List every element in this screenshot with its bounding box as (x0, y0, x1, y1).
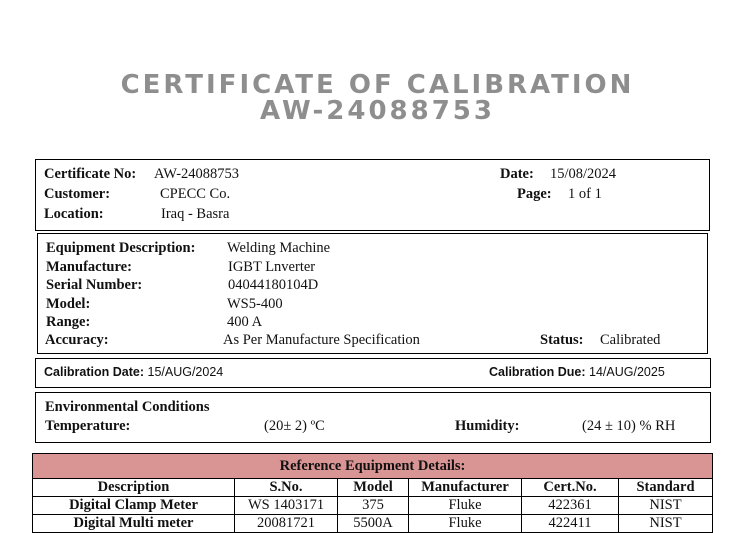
table-cell: 20081721 (235, 515, 338, 533)
humidity-label: Humidity: (455, 418, 520, 434)
column-header: Model (338, 479, 409, 497)
temperature-label: Temperature: (45, 418, 131, 434)
calibration-due-value: 14/AUG/2025 (589, 365, 665, 379)
customer-label: Customer: (44, 186, 111, 202)
customer-value: CPECC Co. (160, 186, 231, 202)
accuracy-label: Accuracy: (45, 332, 109, 348)
humidity-value: (24 ± 10) % RH (582, 418, 676, 434)
page-label: Page: (517, 186, 552, 202)
reference-equipment-table (32, 453, 713, 533)
serial-number-value: 04044180104D (228, 277, 319, 293)
table-row (33, 515, 713, 533)
certificate-no-value: AW-24088753 (154, 166, 240, 182)
calibration-date-value: 15/AUG/2024 (147, 365, 224, 379)
certificate-number-title: AW-24088753 (260, 96, 495, 126)
model-label: Model: (46, 296, 91, 312)
location-value: Iraq - Basra (161, 206, 230, 222)
equipment-description-value: Welding Machine (227, 240, 331, 256)
calibration-due-label: Calibration Due: (489, 365, 586, 379)
table-cell: 5500A (338, 515, 409, 533)
status-label: Status: (540, 332, 584, 348)
table-cell: Digital Multi meter (33, 515, 235, 533)
certificate-title: CERTIFICATE OF CALIBRATION (120, 70, 635, 100)
table-cell: 422361 (522, 497, 619, 515)
calibration-due-row (489, 365, 665, 379)
reference-heading: Reference Equipment Details: (33, 454, 713, 479)
column-header: Cert.No. (522, 479, 619, 497)
environment-heading: Environmental Conditions (45, 399, 210, 415)
column-header: S.No. (235, 479, 338, 497)
range-value: 400 A (227, 314, 263, 330)
table-cell: 375 (338, 497, 409, 515)
equipment-description-label: Equipment Description: (46, 240, 196, 256)
table-cell: Fluke (409, 515, 522, 533)
date-label: Date: (500, 166, 534, 182)
table-cell: Digital Clamp Meter (33, 497, 235, 515)
calibration-date-row (44, 365, 223, 379)
environment-box (35, 392, 711, 443)
table-cell: NIST (619, 515, 713, 533)
table-cell: WS 1403171 (235, 497, 338, 515)
manufacture-value: IGBT Lnverter (228, 259, 316, 275)
accuracy-value: As Per Manufacture Specification (223, 332, 420, 348)
calibration-date-label: Calibration Date: (44, 365, 145, 379)
equipment-box (37, 233, 708, 354)
certificate-no-label: Certificate No: (44, 166, 137, 182)
header-box (35, 159, 710, 231)
model-value: WS5-400 (227, 296, 283, 312)
date-value: 15/08/2024 (550, 166, 617, 182)
table-cell: Fluke (409, 497, 522, 515)
column-header: Manufacturer (409, 479, 522, 497)
range-label: Range: (46, 314, 91, 330)
location-label: Location: (44, 206, 104, 222)
table-cell: NIST (619, 497, 713, 515)
table-header-row (33, 479, 713, 497)
status-value: Calibrated (600, 332, 661, 348)
column-header: Description (33, 479, 235, 497)
calibration-box (35, 358, 711, 388)
column-header: Standard (619, 479, 713, 497)
manufacture-label: Manufacture: (46, 259, 132, 275)
temperature-value: (20± 2) ºC (264, 418, 325, 434)
page-value: 1 of 1 (568, 186, 602, 202)
serial-number-label: Serial Number: (46, 277, 143, 293)
table-row (33, 497, 713, 515)
table-cell: 422411 (522, 515, 619, 533)
